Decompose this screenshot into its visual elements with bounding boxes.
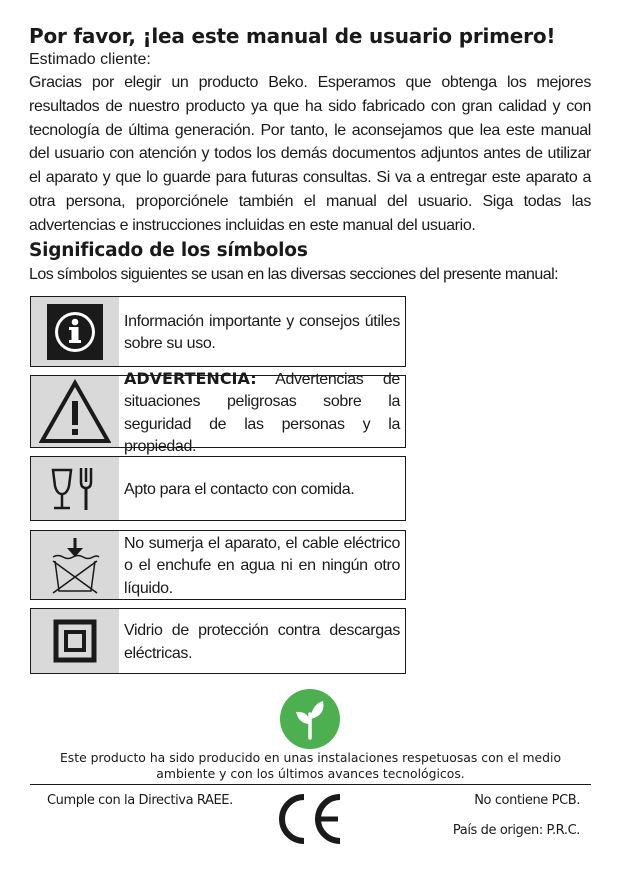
intro-paragraph: Gracias por elegir un producto Beko. Esperamos que obtenga los mejores resultados de nuestro producto ya que ha sido fabricado con gran calidad y con tecnología de última generación. Por tanto, le aconsejamos que lea este manual del usuario con atención y todos los demás documentos adjuntos antes de utilizar el aparato y que lo guarde para futuras consultas. Si va a entregar este aparato a otra persona, proporciónele también el manual del usuario. Siga todas las advertencias e instrucciones incluidas en este manual del usuario. <box>29 74 591 234</box>
info-icon <box>31 297 119 366</box>
symbols-intro: Los símbolos siguientes se usan en las diversas secciones del presente manual: <box>29 266 558 283</box>
greeting: Estimado cliente: <box>29 51 151 68</box>
symbol-row-info <box>30 296 406 367</box>
double-insulation-icon <box>31 609 119 673</box>
symbol-text-info: Información importante y consejos útiles sobre su uso. <box>124 312 400 352</box>
warning-heading: ADVERTENCIA: <box>124 368 257 388</box>
symbol-row-no-immerse <box>30 530 406 600</box>
divider <box>30 784 591 785</box>
symbol-row-insulation <box>30 608 406 674</box>
eco-statement: Este producto ha sido producido en unas instalaciones respetuosas con el medio ambiente y con los últimos avances tecnológicos. <box>59 750 562 781</box>
pcb-statement: No contiene PCB. <box>474 793 580 808</box>
symbol-text-warning: Advertencias de situaciones peligrosas sobre la seguridad de las personas y la propiedad. <box>124 370 400 455</box>
weee-statement: Cumple con la Directiva RAEE. <box>47 793 233 808</box>
symbols-title: Significado de los símbolos <box>29 240 308 261</box>
symbol-row-warning <box>30 368 406 455</box>
ce-mark-icon <box>274 793 346 850</box>
page-title: Por favor, ¡lea este manual de usuario primero! <box>29 24 556 48</box>
origin-statement: País de origen: P.R.C. <box>452 823 580 838</box>
symbol-text-food: Apto para el contacto con comida. <box>124 480 355 498</box>
symbol-row-food <box>30 456 406 521</box>
food-contact-icon <box>31 457 119 520</box>
no-immerse-icon <box>31 531 119 599</box>
leaf-icon <box>279 688 341 755</box>
symbol-text-no-immerse: No sumerja el aparato, el cable eléctrico o el enchufe en agua ni en ningún otro líquido. <box>124 534 400 597</box>
symbol-text-insulation: Vidrio de protección contra descargas eléctricas. <box>124 622 400 662</box>
warning-icon <box>31 376 119 447</box>
